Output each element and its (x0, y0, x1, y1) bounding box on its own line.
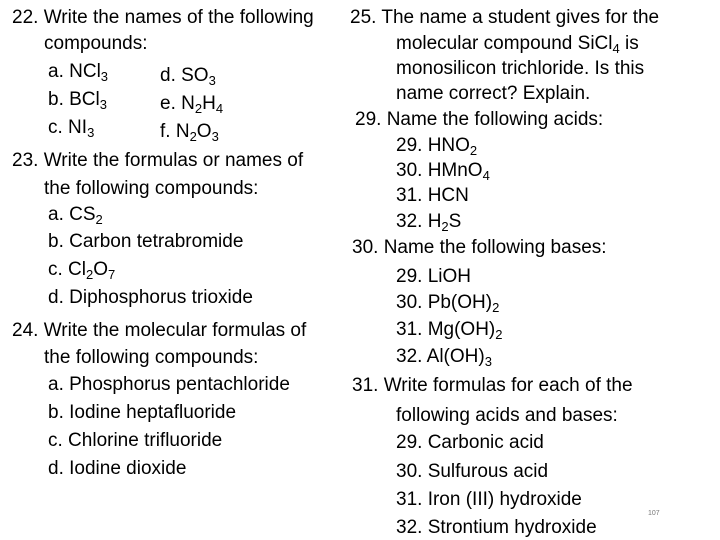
q24-item-b: b. Iodine heptafluoride (48, 402, 237, 423)
q31-line1: 31. Write formulas for each of the (352, 375, 633, 396)
q31-item-3: 31. Iron (III) hydroxide (396, 489, 582, 510)
q30-item-1: 29. LiOH (396, 266, 471, 287)
q25-line2: molecular compound SiCl$_4$ is (396, 33, 639, 56)
q22-item-b: b. BCl$_3$ (48, 89, 107, 112)
q22-item-f: f. $N_2O_3$ (160, 121, 219, 144)
q22-item-e: e. $N_2H_4$ (160, 93, 224, 116)
q22-heading-line1: 22. Write the names of the following (12, 7, 314, 28)
q30-item-3: 31. $Mg(OH)_2$ (396, 319, 503, 342)
q23-item-a: a. $CS_2$ (48, 204, 103, 227)
q23-item-c: c. $Cl_2O_7$ (48, 259, 116, 282)
q25-line4: name correct? Explain. (396, 83, 591, 104)
page-number: 107 (648, 510, 660, 517)
q25-line1: 25. The name a student gives for the (350, 7, 660, 28)
q24-item-c: c. Chlorine trifluoride (48, 430, 223, 451)
q29-item-1: 29. $HNO_2$ (396, 135, 478, 158)
q29-item-3: 31. HCN (396, 185, 469, 206)
q29-heading: 29. Name the following acids: (355, 109, 604, 130)
q23-item-d: d. Diphosphorus trioxide (48, 287, 253, 308)
q22-item-d: d. $SO_3$ (160, 65, 216, 88)
q24-heading-line2: the following compounds: (44, 347, 259, 368)
q31-item-4: 32. Strontium hydroxide (396, 517, 597, 538)
q24-item-d: d. Iodine dioxide (48, 458, 187, 479)
q31-line2: following acids and bases: (396, 405, 618, 426)
q22-item-c: c. $NI_3$ (48, 117, 95, 140)
q23-heading-line2: the following compounds: (44, 178, 259, 199)
q29-item-2: 30. HMnO$_4$ (396, 160, 490, 183)
q29-item-4: 32. $H_2S$ (396, 211, 462, 234)
q22-item-a: a. NCl$_3$ (48, 61, 109, 84)
q30-item-2: 30. $Pb(OH)_2$ (396, 292, 500, 315)
q24-heading-line1: 24. Write the molecular formulas of (12, 320, 307, 341)
q23-heading-line1: 23. Write the formulas or names of (12, 150, 304, 171)
q30-item-4: 32. $Al(OH)_3$ (396, 346, 492, 369)
q31-item-1: 29. Carbonic acid (396, 432, 544, 453)
q23-item-b: b. Carbon tetrabromide (48, 231, 244, 252)
q31-item-2: 30. Sulfurous acid (396, 461, 549, 482)
q22-heading-line2: compounds: (44, 33, 148, 54)
q25-line3: monosilicon trichloride. Is this (396, 58, 645, 79)
q24-item-a: a. Phosphorus pentachloride (48, 374, 290, 395)
q30-heading: 30. Name the following bases: (352, 237, 607, 258)
